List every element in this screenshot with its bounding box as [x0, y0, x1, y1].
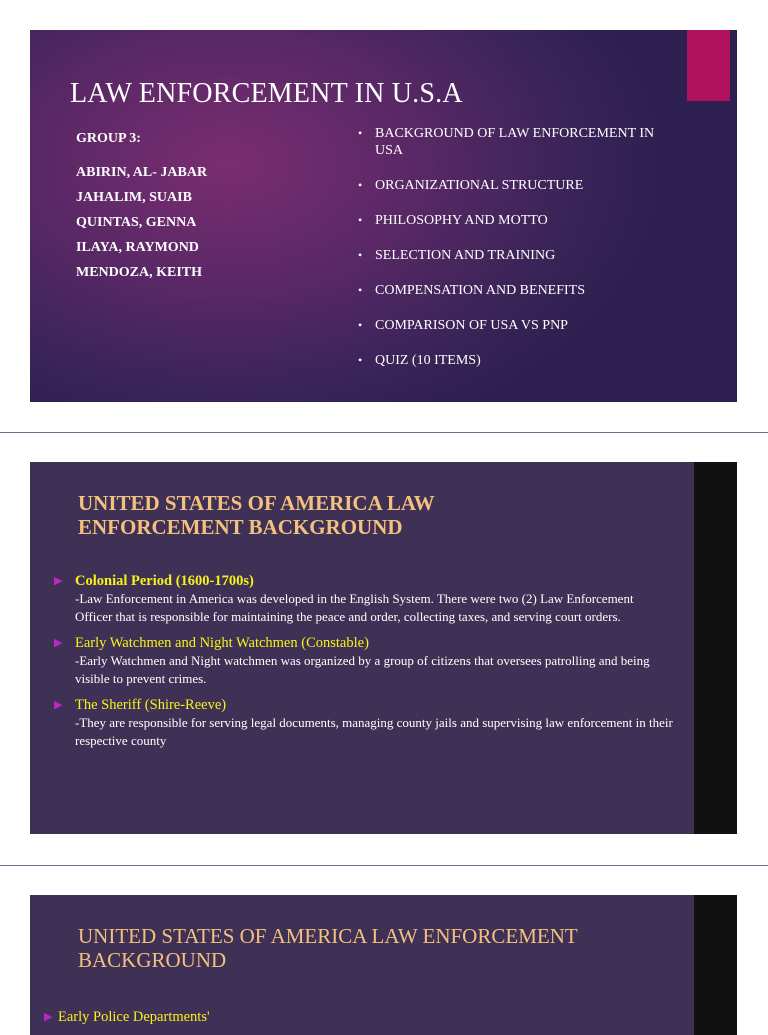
- bullet-icon: •: [358, 178, 363, 192]
- member-name: QUINTAS, GENNA: [76, 215, 197, 230]
- list-item: [44, 1008, 210, 1026]
- group-label: GROUP 3:: [76, 131, 141, 146]
- member-name: JAHALIM, SUAIB: [76, 190, 192, 205]
- member-name: ILAYA, RAYMOND: [76, 240, 199, 255]
- item-description: -They are responsible for serving legal documents, managing county jails and supervising law enforcement in their respective county: [75, 715, 673, 748]
- topic-item: [358, 212, 658, 229]
- bullet-icon: •: [358, 126, 363, 140]
- slide-divider: [0, 865, 768, 866]
- list-item: [54, 696, 674, 750]
- topic-text: ORGANIZATIONAL STRUCTURE: [375, 178, 584, 193]
- item-heading: The Sheriff (Shire-Reeve): [75, 697, 227, 713]
- member-name: MENDOZA, KEITH: [76, 265, 203, 280]
- item-description: -Early Watchmen and Night watchmen was organized by a group of citizens that oversees patrolling and being visible to prevent crimes.: [75, 653, 650, 686]
- topic-item: [358, 125, 658, 159]
- topic-text: PHILOSOPHY AND MOTTO: [375, 213, 548, 228]
- slide-divider: [0, 432, 768, 433]
- topic-item: [358, 282, 658, 299]
- list-item: [54, 572, 674, 626]
- arrow-bullet-icon: ▶: [54, 699, 63, 711]
- background-slide-continued[interactable]: [30, 895, 737, 1035]
- bullet-icon: •: [358, 318, 363, 332]
- slide-title: LAW ENFORCEMENT IN U.S.A: [70, 78, 463, 109]
- topic-text: BACKGROUND OF LAW ENFORCEMENT IN USA: [375, 126, 655, 158]
- accent-bar: [687, 30, 730, 101]
- topic-list: [358, 125, 658, 387]
- member-list: [76, 165, 207, 290]
- bullet-icon: •: [358, 213, 363, 227]
- arrow-bullet-icon: ▶: [54, 637, 63, 649]
- bullet-icon: •: [358, 248, 363, 262]
- background-list: [44, 1008, 210, 1034]
- background-slide[interactable]: [30, 462, 737, 834]
- slide-title: UNITED STATES OF AMERICA LAW ENFORCEMENT BACKGROUND: [78, 491, 435, 539]
- item-heading: Early Police Departments': [58, 1009, 210, 1025]
- side-strip: [694, 895, 737, 1035]
- topic-text: QUIZ (10 ITEMS): [375, 353, 481, 368]
- bullet-icon: •: [358, 283, 363, 297]
- arrow-bullet-icon: ▶: [54, 575, 63, 587]
- topic-item: [358, 247, 658, 264]
- topic-item: [358, 352, 658, 369]
- slide-title: UNITED STATES OF AMERICA LAW ENFORCEMENT BACKGROUND: [78, 924, 578, 972]
- topic-text: COMPARISON OF USA VS PNP: [375, 318, 568, 333]
- item-heading: Colonial Period (1600-1700s): [75, 573, 254, 589]
- topic-text: COMPENSATION AND BENEFITS: [375, 283, 586, 298]
- topic-item: [358, 177, 658, 194]
- side-strip: [694, 462, 737, 834]
- topic-text: SELECTION AND TRAINING: [375, 248, 556, 263]
- item-description: -Law Enforcement in America was developed in the English System. There were two (2) Law Enforcement Officer that is responsible for maintaining the peace and order, collecting taxes, and serving court orders.: [75, 591, 634, 624]
- member-name: ABIRIN, AL- JABAR: [76, 165, 208, 180]
- arrow-bullet-icon: ▶: [44, 1011, 53, 1023]
- list-item: [54, 634, 674, 688]
- item-heading: Early Watchmen and Night Watchmen (Constable): [75, 635, 369, 651]
- background-list: [54, 572, 674, 758]
- bullet-icon: •: [358, 353, 363, 367]
- topic-item: [358, 317, 658, 334]
- title-slide[interactable]: [30, 30, 737, 402]
